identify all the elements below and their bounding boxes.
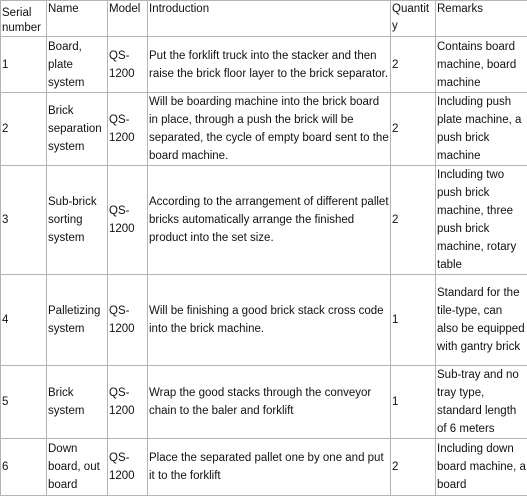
cell-model: QS-1200 — [108, 37, 148, 93]
cell-name: Board, plate system — [47, 37, 108, 93]
table-row — [1, 93, 527, 166]
table-row — [1, 37, 527, 93]
cell-quantity: 2 — [391, 37, 436, 93]
table-row — [1, 275, 527, 366]
table-row — [1, 439, 527, 496]
cell-quantity: 2 — [391, 439, 436, 496]
cell-serial: 6 — [1, 439, 47, 496]
table-row — [1, 366, 527, 439]
cell-name: Brick separation system — [47, 93, 108, 166]
cell-serial: 5 — [1, 366, 47, 439]
cell-name: Down board, out board — [47, 439, 108, 496]
cell-remarks: Including push plate machine, a push brick machine — [436, 93, 527, 166]
cell-remarks: Including down board machine, a board — [436, 439, 527, 496]
cell-name: Brick system — [47, 366, 108, 439]
cell-serial: 2 — [1, 93, 47, 166]
cell-model: QS-1200 — [108, 93, 148, 166]
cell-model: QS-1200 — [108, 166, 148, 275]
header-name: Name — [47, 1, 108, 37]
header-row — [1, 1, 527, 37]
header-serial-number: Serial number — [1, 1, 47, 37]
cell-serial: 4 — [1, 275, 47, 366]
header-quantity: Quantity — [391, 1, 436, 37]
cell-remarks: Standard for the tile-type, can also be equipped with gantry brick — [436, 275, 527, 366]
cell-remarks: Sub-tray and no tray type, standard length of 6 meters — [436, 366, 527, 439]
cell-introduction: Put the forklift truck into the stacker and then raise the brick floor layer to the brick separator. — [148, 37, 391, 93]
cell-introduction: Will be finishing a good brick stack cross code into the brick machine. — [148, 275, 391, 366]
table-row — [1, 166, 527, 275]
cell-introduction: According to the arrangement of different pallet bricks automatically arrange the finished product into the set size. — [148, 166, 391, 275]
header-introduction: Introduction — [148, 1, 391, 37]
cell-introduction: Wrap the good stacks through the conveyor chain to the baler and forklift — [148, 366, 391, 439]
cell-serial: 1 — [1, 37, 47, 93]
header-model: Model — [108, 1, 148, 37]
cell-model: QS-1200 — [108, 439, 148, 496]
cell-introduction: Place the separated pallet one by one and put it to the forklift — [148, 439, 391, 496]
cell-model: QS-1200 — [108, 366, 148, 439]
cell-quantity: 1 — [391, 275, 436, 366]
cell-quantity: 1 — [391, 366, 436, 439]
cell-remarks: Including two push brick machine, three push brick machine, rotary table — [436, 166, 527, 275]
cell-quantity: 2 — [391, 93, 436, 166]
cell-name: Palletizing system — [47, 275, 108, 366]
cell-serial: 3 — [1, 166, 47, 275]
cell-quantity: 2 — [391, 166, 436, 275]
cell-model: QS-1200 — [108, 275, 148, 366]
cell-introduction: Will be boarding machine into the brick board in place, through a push the brick will be separated, the cycle of empty board sent to the board machine. — [148, 93, 391, 166]
cell-remarks: Contains board machine, board machine — [436, 37, 527, 93]
header-remarks: Remarks — [436, 1, 527, 37]
cell-name: Sub-brick sorting system — [47, 166, 108, 275]
